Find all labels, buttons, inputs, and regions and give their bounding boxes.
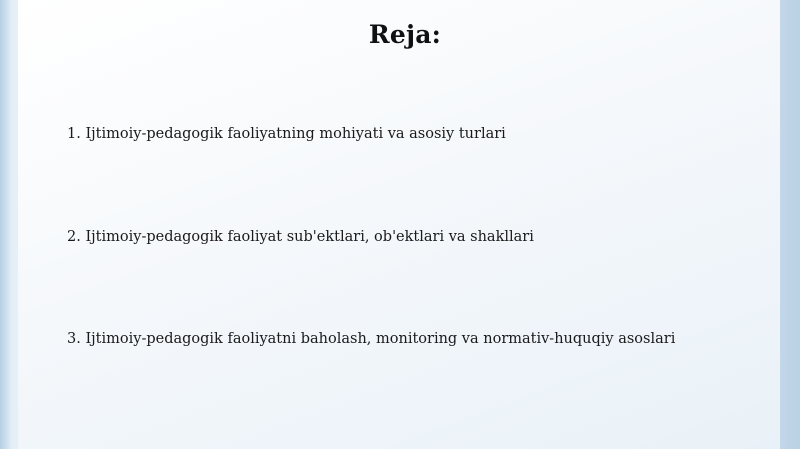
slide-background-panel: [18, 0, 780, 449]
slide-title: Reja:: [368, 20, 442, 49]
plan-item-2: 2. Ijtimoiy-pedagogik faoliyat sub'ektlari, ob'ektlari va shakllari: [67, 229, 534, 245]
plan-item-1: 1. Ijtimoiy-pedagogik faoliyatning mohiyati va asosiy turlari: [67, 126, 506, 142]
plan-item-3: 3. Ijtimoiy-pedagogik faoliyatni baholash, monitoring va normativ-huquqiy asoslari: [67, 331, 676, 347]
